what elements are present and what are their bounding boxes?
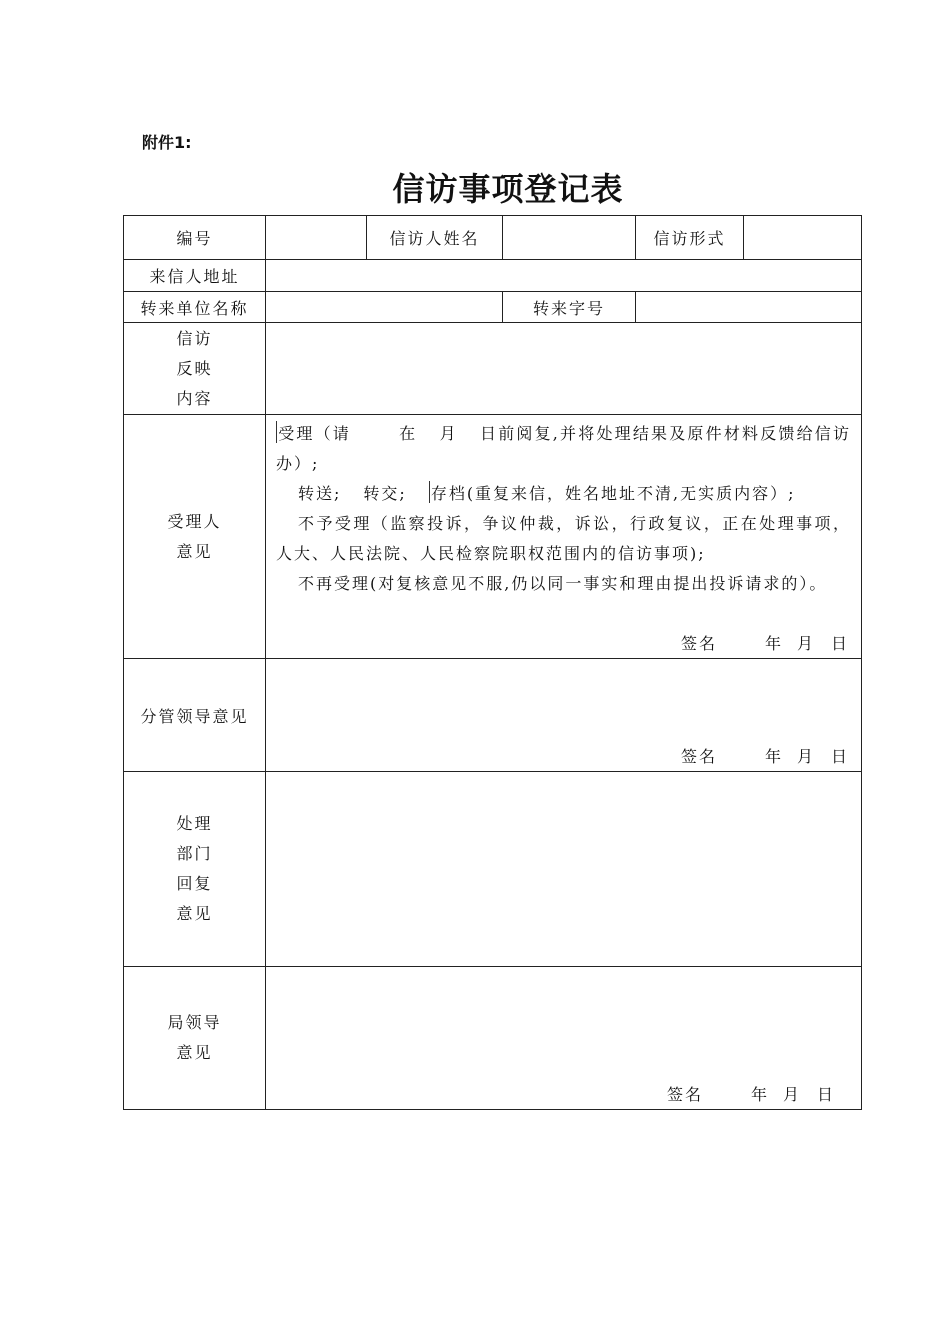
row-bureau-opinion <box>124 967 862 1110</box>
option-archive: 存档(重复来信，姓名地址不清,无实质内容）; <box>430 484 796 503</box>
supervisor-opinion-label: 分管领导意见 <box>124 659 266 772</box>
row-address <box>124 260 862 292</box>
row-content <box>124 323 862 415</box>
option-no-more: 不再受理(对复核意见不服,仍以同一事实和理由提出投诉请求的）。 <box>298 574 828 593</box>
option-transfer-line <box>266 479 861 509</box>
attachment-label: 附件1: <box>142 133 192 152</box>
transfer-unit-field[interactable] <box>266 292 503 323</box>
row-basic-info <box>124 216 862 260</box>
form-title: 信访事项登记表 <box>392 170 624 208</box>
content-field[interactable] <box>266 323 862 415</box>
handler-opinion-label: 受理人 意见 <box>124 415 266 659</box>
row-handler-opinion <box>124 415 862 659</box>
option-accept: 受理（请 在 月 日前阅复,并将处理结果及原件材料反馈给信访办）; <box>266 415 861 479</box>
transfer-unit-label: 转来单位名称 <box>124 292 266 323</box>
petitioner-name-label: 信访人姓名 <box>367 216 503 260</box>
content-label: 信访 反映 内容 <box>124 323 266 415</box>
address-label: 来信人地址 <box>124 260 266 292</box>
option-reject: 不予受理（监察投诉，争议仲裁，诉讼，行政复议，正在处理事项，人大、人民法院、人民检察院职权范围内的信访事项); <box>276 514 851 563</box>
registration-form-table <box>123 215 862 1110</box>
option-hand-over: 转交; <box>363 484 407 503</box>
address-field[interactable] <box>266 260 862 292</box>
bureau-opinion-label: 局领导 意见 <box>124 967 266 1110</box>
row-dept-reply <box>124 772 862 967</box>
dept-reply-label: 处理 部门 回复 意见 <box>124 772 266 967</box>
number-field[interactable] <box>266 216 367 260</box>
bureau-signature-line: 签名 年 月 日 <box>666 1085 835 1104</box>
petition-form-label: 信访形式 <box>636 216 744 260</box>
row-transfer-unit <box>124 292 862 323</box>
option-transfer: 转送; <box>298 484 342 503</box>
checkbox-accept[interactable] <box>276 421 277 443</box>
handler-signature-line: 签名 年 月 日 <box>680 634 849 653</box>
dept-reply-field[interactable] <box>266 772 862 967</box>
transfer-doc-no-field[interactable] <box>636 292 862 323</box>
transfer-doc-no-label: 转来字号 <box>503 292 636 323</box>
supervisor-opinion-field[interactable] <box>266 659 862 772</box>
supervisor-signature-line: 签名 年 月 日 <box>680 747 849 766</box>
bureau-opinion-field[interactable] <box>266 967 862 1110</box>
row-supervisor-opinion <box>124 659 862 772</box>
checkbox-archive[interactable] <box>429 481 430 503</box>
handler-opinion-field[interactable] <box>266 415 862 659</box>
number-label: 编号 <box>124 216 266 260</box>
petitioner-name-field[interactable] <box>503 216 636 260</box>
petition-form-field[interactable] <box>744 216 862 260</box>
